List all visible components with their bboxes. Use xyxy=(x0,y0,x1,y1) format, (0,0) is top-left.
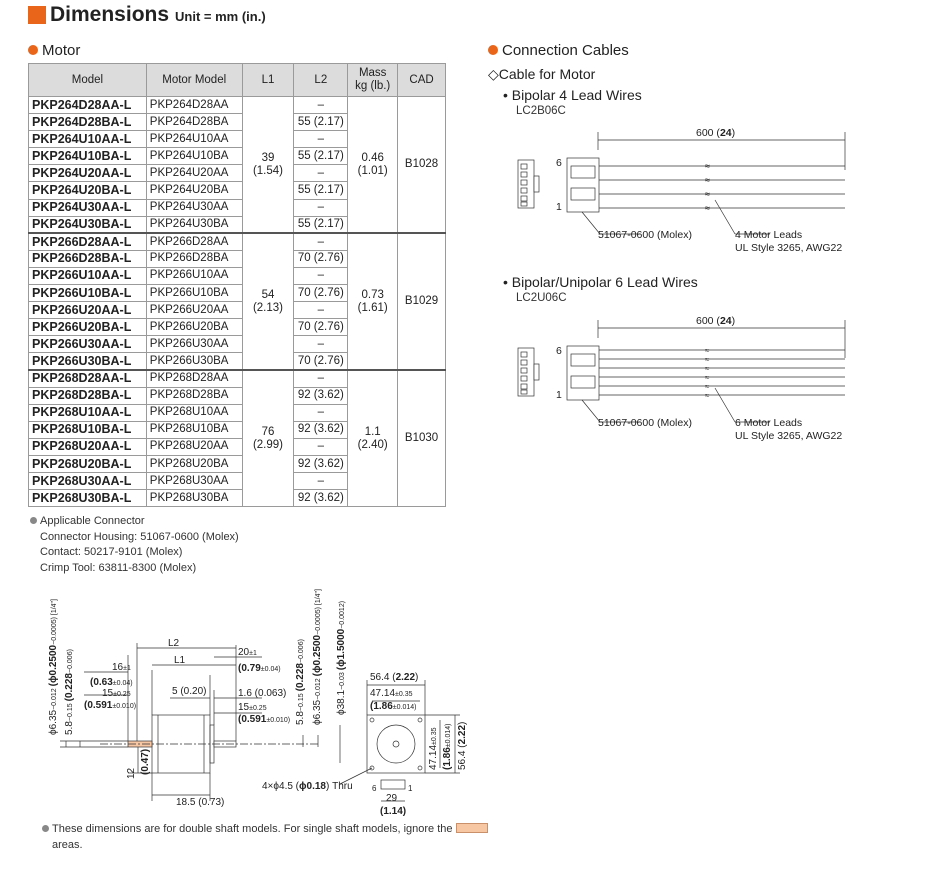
motor-dimension-drawing xyxy=(0,575,470,825)
dim-right-4714: 47.14±0.35 xyxy=(428,727,439,770)
svg-text:≈: ≈ xyxy=(705,364,710,373)
unit-label: Unit = mm (in.) xyxy=(175,9,266,24)
dim-right-186: (1.86±0.014) xyxy=(442,723,453,770)
cell-model: PKP264U10BA-L xyxy=(29,148,147,165)
cell-l2: – xyxy=(294,370,348,387)
cell-motor-model: PKP268U10BA xyxy=(146,421,242,438)
front-view-connector xyxy=(381,780,405,789)
col-motor-model: Motor Model xyxy=(146,64,242,97)
bullet-icon xyxy=(488,45,498,55)
cell-l2: – xyxy=(294,97,348,114)
cable-1-pin-1: 1 xyxy=(556,201,562,213)
bullet-icon xyxy=(28,45,38,55)
cell-motor-model: PKP268U10AA xyxy=(146,404,242,421)
cell-motor-model: PKP268D28AA xyxy=(146,370,242,387)
cable-1-wire-spec: UL Style 3265, AWG22 xyxy=(735,242,843,254)
dim-063: (0.63±0.04) xyxy=(90,677,133,688)
double-shaft-note: These dimensions are for double shaft models. For single shaft models, ignore the areas. xyxy=(42,822,488,853)
cable-1-length: 600 (24) xyxy=(696,127,736,139)
diamond-icon: ◇ xyxy=(488,66,499,82)
cell-l1: 39 (1.54) xyxy=(242,97,294,234)
dim-12: 12 xyxy=(126,767,137,779)
cell-mass: 1.1 (2.40) xyxy=(348,370,398,507)
front-pin-6: 6 xyxy=(372,784,377,793)
cell-model: PKP266D28AA-L xyxy=(29,233,147,250)
cable-2-length: 600 (24) xyxy=(696,315,736,327)
dim-15: 15±0.25 xyxy=(102,688,131,699)
cell-l2: – xyxy=(294,233,348,250)
cell-l2: 70 (2.76) xyxy=(294,250,348,267)
shaft-highlight-swatch xyxy=(456,823,488,833)
cell-motor-model: PKP264D28AA xyxy=(146,97,242,114)
cable-2-pin-1: 1 xyxy=(556,389,562,401)
cell-motor-model: PKP268U30AA xyxy=(146,473,242,490)
col-l1: L1 xyxy=(242,64,294,97)
col-l2: L2 xyxy=(294,64,348,97)
table-header-row xyxy=(29,64,446,97)
dim-20: 20±1 xyxy=(238,647,257,658)
cell-motor-model: PKP266D28AA xyxy=(146,233,242,250)
cell-l2: 92 (3.62) xyxy=(294,490,348,507)
motor-spec-table xyxy=(28,63,446,507)
cell-l2: 55 (2.17) xyxy=(294,148,348,165)
table-row xyxy=(29,233,446,250)
dim-29: 29 xyxy=(386,793,398,804)
svg-text:≈: ≈ xyxy=(705,373,710,382)
svg-text:≈: ≈ xyxy=(705,189,710,199)
cell-l2: – xyxy=(294,404,348,421)
dim-right-564: 56.4 (2.22) xyxy=(457,721,468,770)
bullet-icon xyxy=(42,825,49,832)
connector-note-title: Applicable Connector xyxy=(40,515,145,527)
cell-motor-model: PKP266U10BA xyxy=(146,285,242,302)
cell-motor-model: PKP264U30AA xyxy=(146,199,242,216)
cell-l2: – xyxy=(294,131,348,148)
dim-5: 5 (0.20) xyxy=(172,686,207,697)
dim-15b: 15±0.25 xyxy=(238,702,267,713)
dim-114: (1.14) xyxy=(380,806,407,817)
cell-model: PKP268D28BA-L xyxy=(29,387,147,404)
table-row xyxy=(29,370,446,387)
cable-2-connector-label: 51067-0600 (Molex) xyxy=(598,417,692,429)
double-shaft-note-2: areas. xyxy=(52,838,83,851)
cell-motor-model: PKP268U20AA xyxy=(146,438,242,455)
dim-079: (0.79±0.04) xyxy=(238,663,281,674)
dim-16b: 1.6 (0.063) xyxy=(238,688,287,699)
dim-4714: 47.14±0.35 xyxy=(370,688,413,699)
dim-mid-shaft: ϕ6.35−0.012(ϕ0.2500−0.0005) [1/4"] xyxy=(312,589,323,725)
cell-l2: 92 (3.62) xyxy=(294,387,348,404)
cell-motor-model: PKP264D28BA xyxy=(146,114,242,131)
dim-564: 56.4 (2.22) xyxy=(370,672,419,683)
cell-l2: 70 (2.76) xyxy=(294,319,348,336)
cell-model: PKP264U30AA-L xyxy=(29,199,147,216)
cable-2-wire-spec: UL Style 3265, AWG22 xyxy=(735,430,843,442)
cell-model: PKP268U20BA-L xyxy=(29,455,147,472)
cell-l2: – xyxy=(294,199,348,216)
cables-section-title: Connection Cables xyxy=(488,42,629,59)
dim-l1: L1 xyxy=(174,655,186,666)
connector-note xyxy=(30,514,239,576)
table-row xyxy=(29,97,446,114)
cell-model: PKP264U20BA-L xyxy=(29,182,147,199)
svg-text:≈: ≈ xyxy=(705,346,710,355)
cell-model: PKP264U30BA-L xyxy=(29,216,147,233)
cell-motor-model: PKP264U20AA xyxy=(146,165,242,182)
cell-l1: 54 (2.13) xyxy=(242,233,294,370)
dim-0591: (0.591±0.010) xyxy=(84,700,137,711)
cell-cad: B1029 xyxy=(398,233,446,370)
cell-model: PKP264U10AA-L xyxy=(29,131,147,148)
dim-186: (1.86±0.014) xyxy=(370,701,417,712)
cell-model: PKP268U10AA-L xyxy=(29,404,147,421)
cell-l2: 92 (3.62) xyxy=(294,455,348,472)
cell-motor-model: PKP266U30AA xyxy=(146,336,242,353)
cell-motor-model: PKP266U20AA xyxy=(146,302,242,319)
cell-model: PKP266U30BA-L xyxy=(29,353,147,370)
cable-2-code: LC2U06C xyxy=(516,292,567,304)
cell-model: PKP268U10BA-L xyxy=(29,421,147,438)
cell-motor-model: PKP264U20BA xyxy=(146,182,242,199)
connector-contact: Contact: 50217-9101 (Molex) xyxy=(40,546,183,558)
cell-model: PKP266U10BA-L xyxy=(29,285,147,302)
cell-model: PKP266U10AA-L xyxy=(29,267,147,284)
cell-l2: 70 (2.76) xyxy=(294,353,348,370)
cable-1-connector-label: 51067-0600 (Molex) xyxy=(598,229,692,241)
dim-left-shaft: ϕ6.35−0.012(ϕ0.2500−0.0005) [1/4"] xyxy=(48,599,59,735)
cell-l2: 92 (3.62) xyxy=(294,421,348,438)
svg-text:≈: ≈ xyxy=(705,355,710,364)
cell-motor-model: PKP264U10AA xyxy=(146,131,242,148)
title-marker xyxy=(28,6,46,24)
cell-mass: 0.73 (1.61) xyxy=(348,233,398,370)
cable-1-pin-6: 6 xyxy=(556,157,562,169)
cell-model: PKP264U20AA-L xyxy=(29,165,147,182)
dim-185: 18.5 (0.73) xyxy=(176,797,225,808)
cell-l2: 70 (2.76) xyxy=(294,285,348,302)
connector-crimp-tool: Crimp Tool: 63811-8300 (Molex) xyxy=(40,561,197,574)
cable-2-pin-6: 6 xyxy=(556,345,562,357)
cell-model: PKP268U20AA-L xyxy=(29,438,147,455)
cell-motor-model: PKP268D28BA xyxy=(146,387,242,404)
col-model: Model xyxy=(29,64,147,97)
cell-model: PKP268U30BA-L xyxy=(29,490,147,507)
cell-l2: – xyxy=(294,302,348,319)
cable-2-title: • Bipolar/Unipolar 6 Lead Wires xyxy=(503,274,698,290)
cell-model: PKP268U30AA-L xyxy=(29,473,147,490)
cable-1-title: • Bipolar 4 Lead Wires xyxy=(503,87,642,103)
bullet-icon: • xyxy=(503,87,512,103)
cell-motor-model: PKP268U30BA xyxy=(146,490,242,507)
svg-text:≈: ≈ xyxy=(705,391,710,400)
cell-motor-model: PKP266U10AA xyxy=(146,267,242,284)
cell-model: PKP264D28AA-L xyxy=(29,97,147,114)
cell-l2: 55 (2.17) xyxy=(294,114,348,131)
mass-header: Mass kg (lb.) xyxy=(355,67,391,92)
bullet-icon xyxy=(30,517,37,524)
cable-2-drawing xyxy=(510,308,860,448)
cell-model: PKP264D28BA-L xyxy=(29,114,147,131)
cell-l2: 55 (2.17) xyxy=(294,216,348,233)
cell-l2: – xyxy=(294,438,348,455)
bullet-icon: • xyxy=(503,274,512,290)
dim-16: 16±1 xyxy=(112,662,131,673)
cell-motor-model: PKP266U20BA xyxy=(146,319,242,336)
cell-model: PKP268D28AA-L xyxy=(29,370,147,387)
cell-model: PKP266U20BA-L xyxy=(29,319,147,336)
cable-for-motor-title: ◇Cable for Motor xyxy=(488,66,596,82)
cell-l1: 76 (2.99) xyxy=(242,370,294,507)
cell-l2: – xyxy=(294,267,348,284)
cell-l2: – xyxy=(294,473,348,490)
cell-model: PKP266U30AA-L xyxy=(29,336,147,353)
dim-mid-pilot: ϕ38.1−0.03(ϕ1.5000−0.0012) xyxy=(336,600,347,715)
dim-left-flat: 5.8−0.15(0.228−0.006) xyxy=(64,649,75,735)
cell-l2: – xyxy=(294,165,348,182)
cell-motor-model: PKP268U20BA xyxy=(146,455,242,472)
svg-text:≈: ≈ xyxy=(705,203,710,213)
cable-1-drawing xyxy=(510,120,860,260)
front-pin-1: 1 xyxy=(408,784,413,793)
cell-model: PKP266D28BA-L xyxy=(29,250,147,267)
col-mass xyxy=(348,64,398,97)
cell-mass: 0.46 (1.01) xyxy=(348,97,398,234)
svg-text:≈: ≈ xyxy=(705,175,710,185)
dim-0591b: (0.591±0.010) xyxy=(238,714,291,725)
cell-motor-model: PKP264U30BA xyxy=(146,216,242,233)
svg-text:≈: ≈ xyxy=(705,382,710,391)
dim-mid-flat: 5.8−0.15(0.228−0.006) xyxy=(295,639,306,725)
cell-motor-model: PKP264U10BA xyxy=(146,148,242,165)
connector-housing: Connector Housing: 51067-0600 (Molex) xyxy=(40,530,239,543)
motor-section-title: Motor xyxy=(28,42,80,59)
dim-holes: 4×ϕ4.5 (ϕ0.18) Thru xyxy=(262,781,353,792)
svg-text:≈: ≈ xyxy=(705,161,710,171)
page-title: Dimensions Unit = mm (in.) xyxy=(50,3,266,26)
col-cad: CAD xyxy=(398,64,446,97)
cell-motor-model: PKP266U30BA xyxy=(146,353,242,370)
dim-047: (0.47) xyxy=(140,748,151,775)
cell-cad: B1028 xyxy=(398,97,446,234)
cable-2-leads: 6 Motor Leads xyxy=(735,417,803,429)
cell-l2: 55 (2.17) xyxy=(294,182,348,199)
cell-cad: B1030 xyxy=(398,370,446,507)
cell-l2: – xyxy=(294,336,348,353)
cable-1-code: LC2B06C xyxy=(516,105,566,117)
dim-l2: L2 xyxy=(168,638,180,649)
cell-model: PKP266U20AA-L xyxy=(29,302,147,319)
cell-motor-model: PKP266D28BA xyxy=(146,250,242,267)
cable-1-leads: 4 Motor Leads xyxy=(735,229,803,241)
